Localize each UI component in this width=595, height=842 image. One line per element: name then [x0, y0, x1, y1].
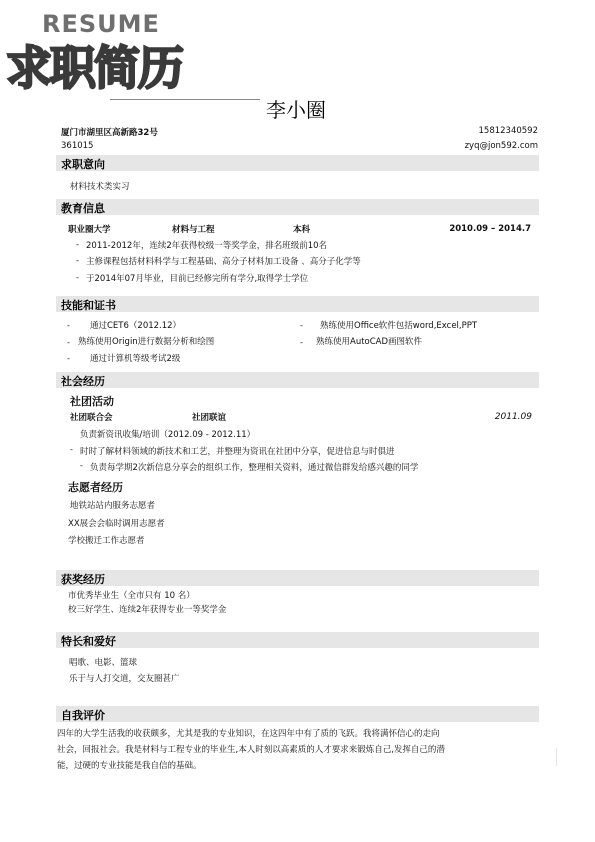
- bullet: -: [80, 461, 83, 470]
- skill-item: 熟练使用Origin进行数据分析和绘图: [78, 337, 215, 347]
- hobby-item: 乐于与人打交道，交友圈甚广: [69, 674, 180, 684]
- bullet: -: [76, 240, 79, 249]
- bullet: -: [76, 273, 79, 282]
- skill-item: 熟练使用Office软件包括word,Excel,PPT: [320, 321, 478, 331]
- evaluation-line: 社会，回报社会。我是材料与工程专业的毕业生,本人时刻以高素质的人才要求来锻炼自己,发挥自己的潜: [57, 745, 445, 755]
- skill-item: 熟练使用AutoCAD画图软件: [316, 337, 423, 347]
- email: zyq@jon592.com: [464, 141, 538, 151]
- education-item: 2011-2012年，连续2年获得校级一等奖学金，排名班级前10名: [86, 241, 328, 251]
- phone: 15812340592: [478, 126, 538, 136]
- evaluation-text: [57, 726, 542, 774]
- margin-mark: [556, 748, 557, 766]
- section-evaluation: [56, 706, 539, 722]
- section-objective: [56, 155, 539, 171]
- contact-row-2: [61, 141, 538, 151]
- bullet: -: [67, 338, 70, 347]
- evaluation-line: 能，过硬的专业技能是我自信的基础。: [57, 761, 202, 771]
- volunteer-title: 志愿者经历: [68, 481, 123, 494]
- address: 厦门市湖里区高新路32号: [61, 128, 158, 138]
- evaluation-line: 四年的大学生活我的收获颇多，尤其是我的专业知识，在这四年中有了质的飞跃。我将满怀信心的走向: [57, 729, 440, 739]
- club-item: 负责每学期2次新信息分享会的组织工作，整理相关资料，通过微信群发给感兴趣的同学: [90, 463, 419, 473]
- volunteer-item: 学校搬迁工作志愿者: [68, 536, 145, 546]
- degree: 本科: [293, 225, 311, 235]
- section-title: 特长和爱好: [61, 635, 116, 648]
- bullet: -: [70, 445, 73, 454]
- volunteer-item: 地铁站站内服务志愿者: [70, 501, 156, 511]
- logo-resume-text: RESUME: [42, 10, 160, 38]
- contact-row-1: [61, 126, 538, 138]
- education-item: 于2014年07月毕业，目前已经修完所有学分,取得学士学位: [86, 274, 309, 284]
- section-title: 技能和证书: [61, 299, 116, 312]
- education-period: 2010.09 – 2014.7: [449, 224, 531, 234]
- bullet: -: [67, 354, 70, 363]
- club-date: 2011.09: [494, 412, 532, 422]
- club-item: 时时了解材料领域的新技术和工艺，并整理为资讯在社团中分享，促进信息与时俱进: [80, 447, 395, 457]
- section-education: [56, 199, 539, 215]
- logo-main-text: 求职简历: [6, 41, 182, 95]
- postcode: 361015: [61, 141, 94, 151]
- club-name: 社团联合会: [70, 413, 113, 423]
- bullet: -: [67, 321, 70, 330]
- bullet: -: [300, 338, 303, 347]
- section-title: 社会经历: [61, 375, 105, 388]
- club-head: 负责新资讯收集/培训（2012.09 - 2012.11）: [80, 430, 256, 440]
- objective-text: 材料技术类实习: [70, 182, 130, 192]
- logo-underline: [110, 99, 260, 100]
- club-title: 社团活动: [70, 395, 114, 408]
- resume-logo: [6, 4, 256, 100]
- major: 材料与工程: [172, 225, 215, 235]
- candidate-name: 李小圈: [266, 98, 326, 122]
- section-hobbies: [56, 632, 539, 648]
- section-title: 教育信息: [61, 202, 105, 215]
- section-title: 自我评价: [61, 709, 105, 722]
- school-name: 职业圈大学: [68, 225, 111, 235]
- club-role: 社团联谊: [192, 413, 227, 423]
- award-item: 校三好学生、连续2年获得专业一等奖学金: [68, 605, 227, 615]
- bullet: -: [76, 256, 79, 265]
- skill-item: 通过计算机等级考试2级: [90, 354, 181, 364]
- section-title: 获奖经历: [61, 573, 105, 586]
- section-social: [56, 372, 539, 388]
- education-item: 主修课程包括材料科学与工程基础、高分子材料加工设备 、高分子化学等: [86, 257, 361, 267]
- bullet: -: [300, 321, 303, 330]
- hobby-item: 唱歌、电影、篮球: [69, 658, 138, 668]
- section-awards: [56, 570, 539, 586]
- volunteer-item: XX展会会临时调用志愿者: [68, 519, 165, 529]
- section-title: 求职意向: [61, 158, 105, 171]
- section-skills: [56, 296, 539, 312]
- skill-item: 通过CET6（2012.12）: [90, 321, 182, 331]
- award-item: 市优秀毕业生（全市只有 10 名）: [68, 591, 195, 601]
